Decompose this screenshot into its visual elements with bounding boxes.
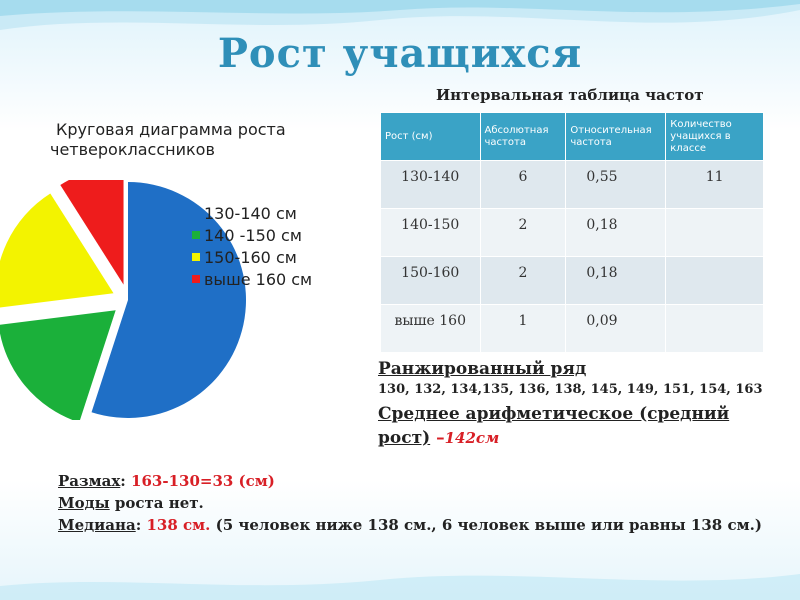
pie-chart-title bbox=[50, 120, 350, 160]
table-header-row bbox=[381, 113, 764, 161]
legend-item bbox=[192, 224, 312, 246]
legend-label: 140 -150 см bbox=[204, 225, 302, 245]
legend-label: выше 160 см bbox=[204, 269, 313, 289]
statistics-block bbox=[58, 470, 778, 536]
median-line bbox=[58, 514, 778, 536]
legend-swatch bbox=[192, 209, 200, 217]
cell-absolute: 1 bbox=[480, 305, 566, 353]
mode-text: роста нет. bbox=[109, 494, 204, 512]
table-title: Интервальная таблица частот bbox=[436, 86, 704, 104]
mode-label: Моды bbox=[58, 494, 110, 512]
cell-count bbox=[666, 209, 764, 257]
ranked-series-block bbox=[378, 358, 778, 450]
legend-swatch bbox=[192, 275, 200, 283]
legend-item bbox=[192, 268, 312, 290]
mean-separator: – bbox=[430, 428, 445, 448]
median-label: Медиана bbox=[58, 516, 136, 534]
table-row bbox=[381, 161, 764, 209]
range-separator: : bbox=[120, 472, 132, 490]
cell-absolute: 2 bbox=[480, 257, 566, 305]
cell-count bbox=[666, 305, 764, 353]
median-value: 138 см. bbox=[146, 516, 211, 534]
cell-absolute: 6 bbox=[480, 161, 566, 209]
cell-relative: 0,18 bbox=[566, 209, 666, 257]
pie-title-line2: четвероклассников bbox=[50, 140, 215, 159]
mean-label: Среднее арифметическое (средний рост) bbox=[378, 404, 730, 448]
range-line bbox=[58, 470, 778, 492]
cell-height: 140-150 bbox=[381, 209, 481, 257]
range-value: 163-130=33 (см) bbox=[131, 472, 275, 490]
header-height: Рост (см) bbox=[381, 113, 481, 161]
legend-item bbox=[192, 202, 312, 224]
cell-count bbox=[666, 257, 764, 305]
ranked-heading: Ранжированный ряд bbox=[378, 359, 587, 379]
cell-relative: 0,18 bbox=[566, 257, 666, 305]
header-absolute-frequency: Абсолютная частота bbox=[480, 113, 566, 161]
legend-item bbox=[192, 246, 312, 268]
bottom-wave-decoration bbox=[0, 560, 800, 600]
pie-title-line1: Круговая диаграмма роста bbox=[56, 120, 286, 139]
mean-line bbox=[378, 402, 778, 450]
table-row bbox=[381, 257, 764, 305]
header-relative-frequency: Относительная частота bbox=[566, 113, 666, 161]
cell-height: выше 160 bbox=[381, 305, 481, 353]
median-note: (5 человек ниже 138 см., 6 человек выше или равны 138 см.) bbox=[210, 516, 762, 534]
legend-swatch bbox=[192, 253, 200, 261]
legend-label: 130-140 см bbox=[204, 203, 297, 223]
cell-count: 11 bbox=[666, 161, 764, 209]
cell-absolute: 2 bbox=[480, 209, 566, 257]
slide-title: Рост учащихся bbox=[217, 30, 583, 77]
legend-label: 150-160 см bbox=[204, 247, 297, 267]
legend-swatch bbox=[192, 231, 200, 239]
ranked-values: 130, 132, 134,135, 136, 138, 145, 149, 151, 154, 163 bbox=[378, 382, 763, 397]
pie-legend bbox=[192, 202, 312, 290]
cell-height: 150-160 bbox=[381, 257, 481, 305]
cell-height: 130-140 bbox=[381, 161, 481, 209]
frequency-table bbox=[380, 112, 764, 353]
cell-relative: 0,55 bbox=[566, 161, 666, 209]
header-students-count: Количество учащихся в классе bbox=[666, 113, 764, 161]
mode-line bbox=[58, 492, 778, 514]
table-row bbox=[381, 209, 764, 257]
cell-relative: 0,09 bbox=[566, 305, 666, 353]
mean-value: 142см bbox=[444, 429, 500, 447]
median-separator: : bbox=[135, 516, 147, 534]
table-row bbox=[381, 305, 764, 353]
range-label: Размах bbox=[58, 472, 121, 490]
